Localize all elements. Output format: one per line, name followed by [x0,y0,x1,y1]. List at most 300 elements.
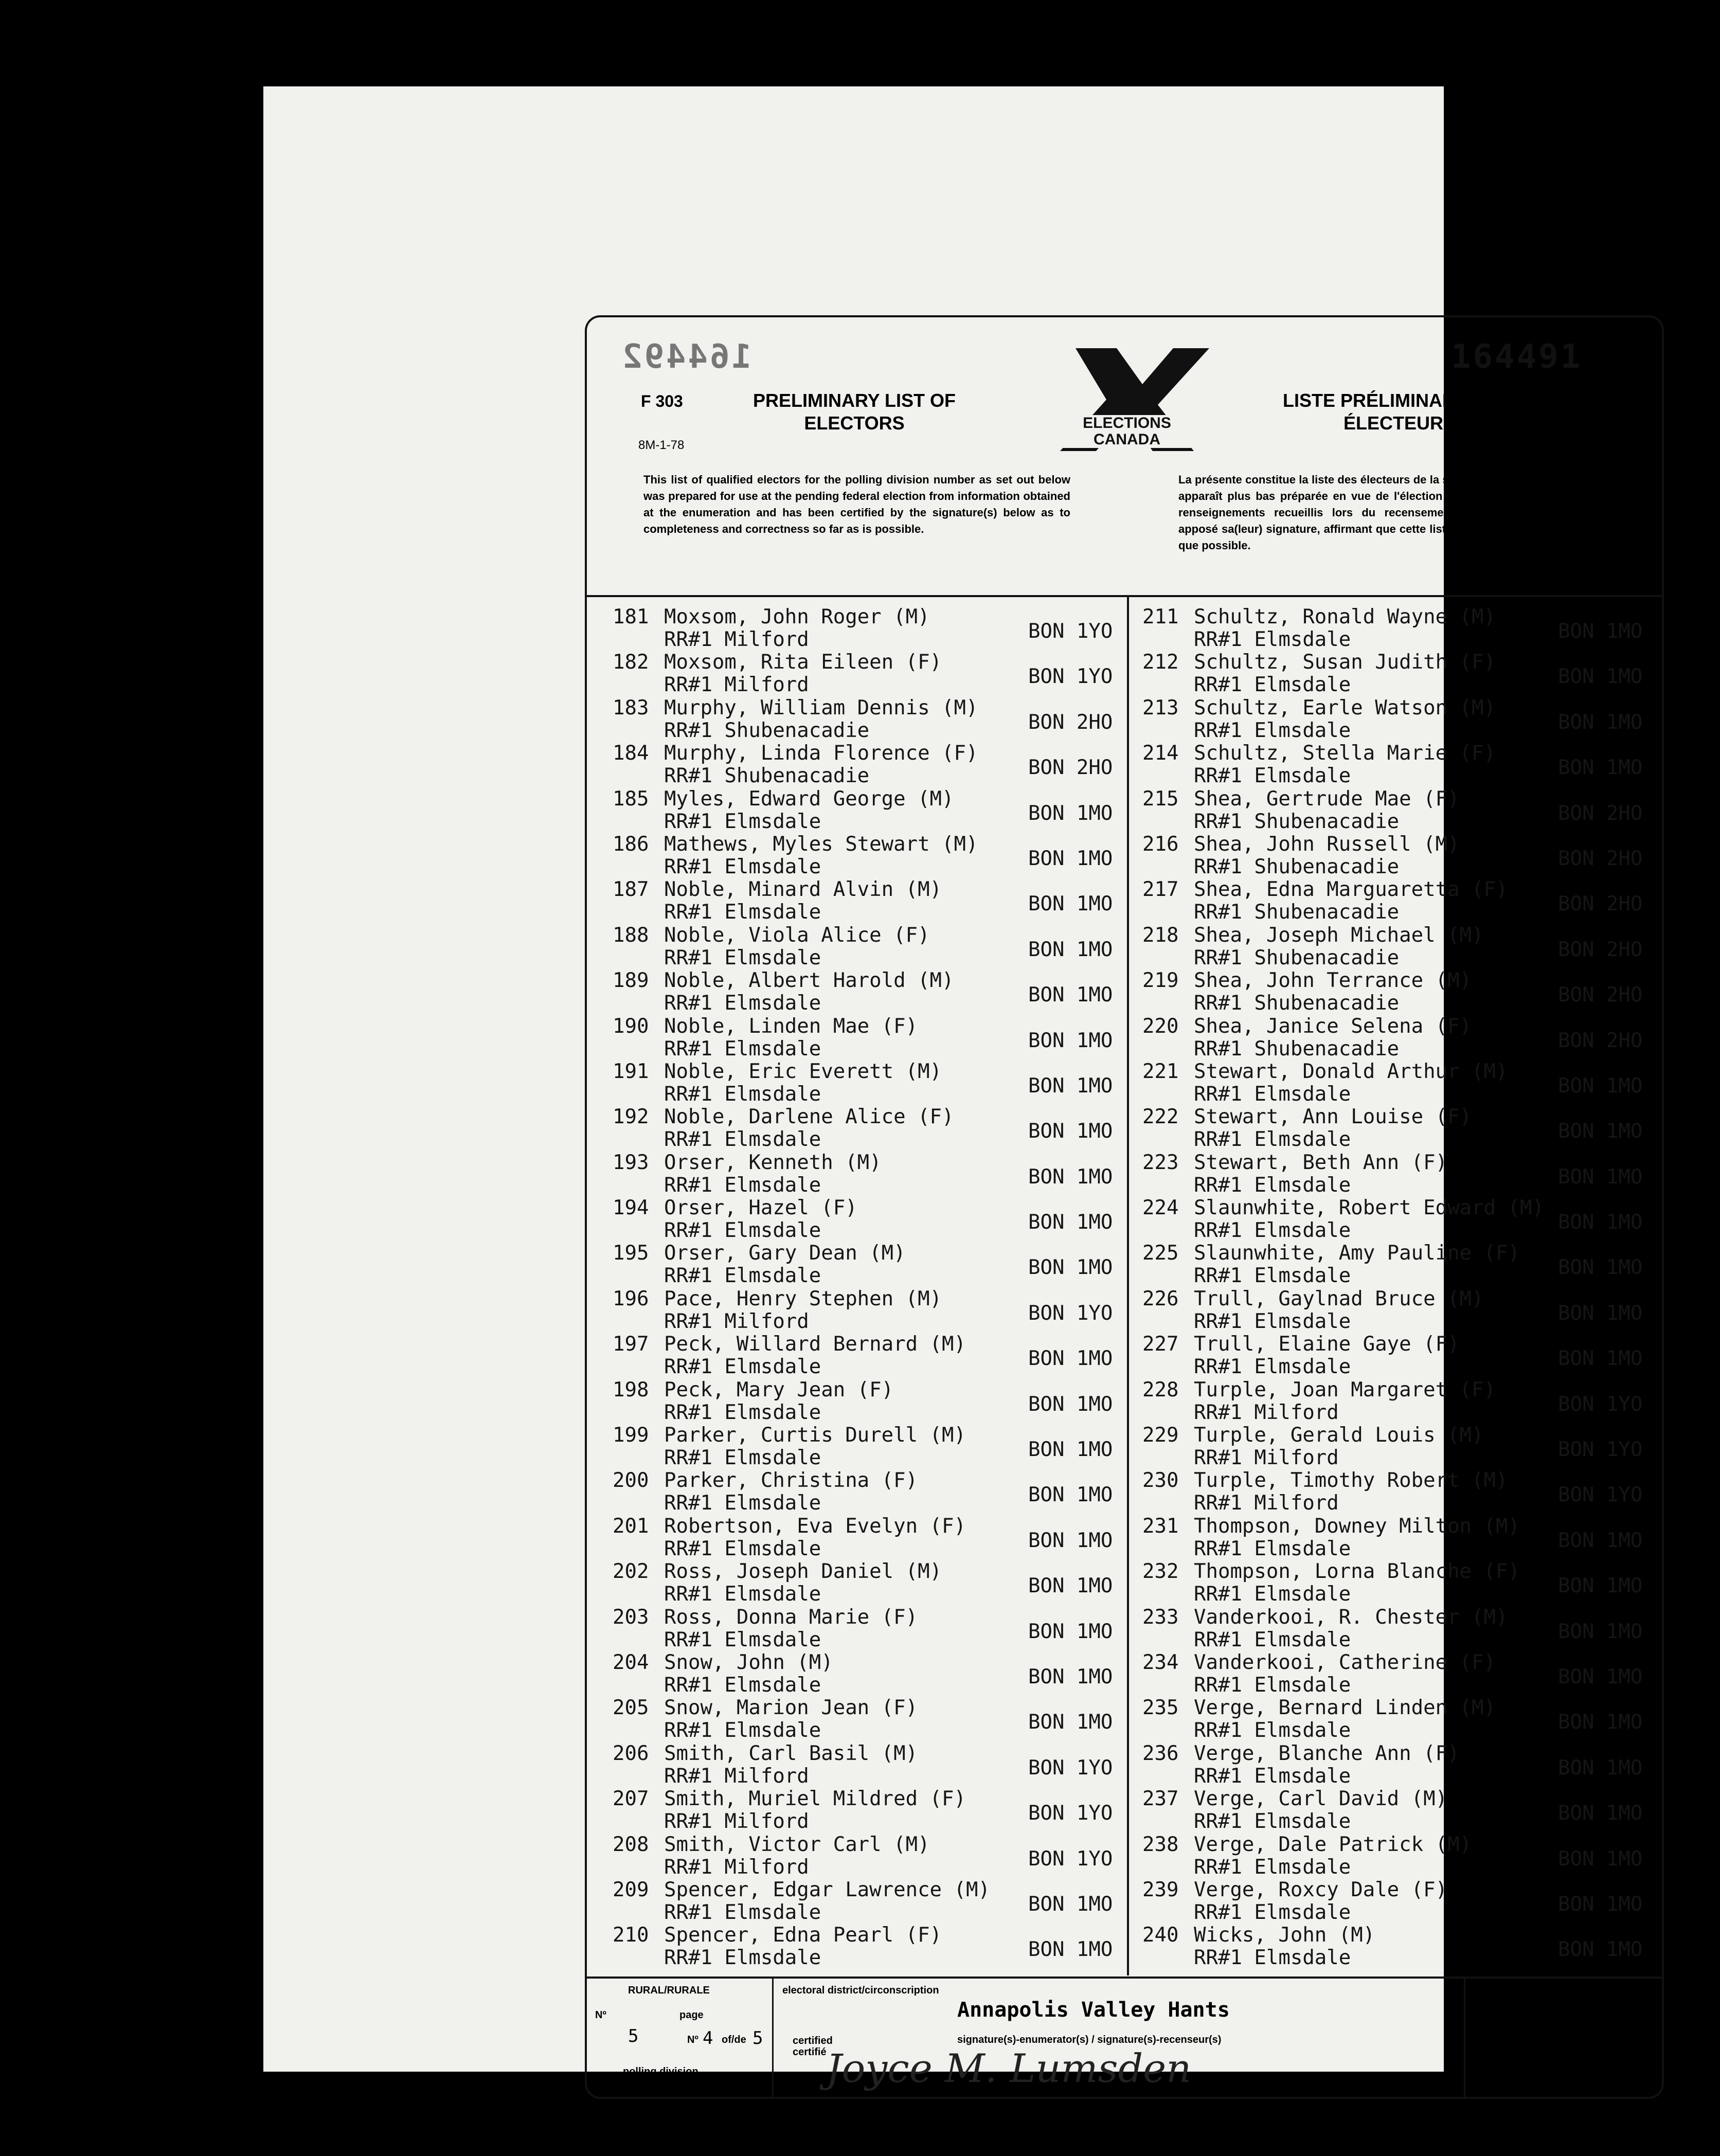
postal-code: BON 1MO [1028,1165,1113,1189]
elector-entry [1142,1015,1677,1060]
postal-code: BON 1MO [1028,1392,1113,1416]
elector-number: 201 [613,1514,649,1538]
elector-name: Slaunwhite, Amy Pauline (F) [1194,1242,1520,1265]
elector-name: Murphy, William Dennis (M) [664,696,978,720]
postal-code: BON 1MO [1028,1665,1113,1688]
elector-name: Spencer, Edna Pearl (F) [664,1924,942,1947]
postal-code: BON 1MO [1558,665,1643,689]
elector-name: Moxsom, John Roger (M) [664,605,930,628]
elector-address: RR#1 Elmsdale [664,1037,821,1061]
postal-code: BON 1MO [1558,1211,1643,1234]
postal-code: BON 1YO [1028,1301,1113,1325]
serial-number: 164491 [1451,338,1583,376]
urban-polling-division-label: polling division section de vote [1497,2066,1573,2089]
enumerator-signature: Joyce M. Lumsden [826,2045,1192,2091]
elector-entry [613,924,1148,969]
elector-name: Turple, Timothy Robert (M) [1194,1469,1508,1493]
elector-entry [1142,1515,1677,1560]
elector-entry [613,1242,1148,1287]
elector-address: RR#1 Elmsdale [664,1219,821,1243]
elector-entry [1142,651,1677,696]
elector-number: 237 [1142,1787,1179,1811]
elector-entry [613,787,1148,833]
elector-name: Robertson, Eva Evelyn (F) [664,1514,966,1538]
postal-code: BON 1MO [1028,801,1113,825]
elections-canada-logo [1040,343,1214,456]
elector-name: Schultz, Ronald Wayne (M) [1194,605,1496,628]
elector-address: RR#1 Elmsdale [664,946,821,969]
page-no-label: Nº [687,2034,698,2045]
elector-address: RR#1 Elmsdale [1194,1173,1351,1197]
elector-entry [613,969,1148,1014]
elector-number: 202 [613,1560,649,1584]
elector-address: RR#1 Elmsdale [1194,1764,1351,1788]
elector-number: 234 [1142,1650,1179,1674]
elector-entry [613,1651,1148,1696]
elector-number: 226 [1142,1287,1179,1310]
elector-entry [1142,1833,1677,1878]
elector-name: Thompson, Downey Milton (M) [1194,1514,1520,1538]
intro-french: La présente constitue la liste des électeurs de la section de vote dont le numéro apparaît plus bas préparée en vue de l'élection fédérale en cours d'après les renseignements recueillis lors du recensement. Le(s) recenseur(s) a(ont) apposé sa(leur) signature, affirmant que cette liste est aussi complète et exacte que possible. [1178,473,1610,552]
page-total: 5 [752,2028,763,2049]
elector-entry [613,1151,1148,1196]
urban-page-of-label: of/de [1610,2034,1635,2045]
elector-entry [613,1696,1148,1741]
postal-code: BON 1MO [1028,1892,1113,1916]
elector-entry [613,1424,1148,1469]
elector-address: RR#1 Milford [664,628,809,651]
postal-code: BON 1MO [1028,1211,1113,1234]
electors-column-left [613,605,1148,1973]
elector-number: 215 [1142,787,1179,811]
postal-code: BON 1MO [1028,1938,1113,1962]
postal-code: BON 1MO [1558,1802,1643,1825]
postal-code: BON 1MO [1558,1620,1643,1643]
elector-name: Turple, Gerald Louis (M) [1194,1424,1484,1447]
intro-english: This list of qualified electors for the polling division number as set out below was prepared for use at the pending federal election from information obtained at the enumeration and has been certified by the signature(s) below as to completeness and correctness so far as is possible. [643,473,1070,535]
elector-entry [613,1515,1148,1560]
elector-name: Verge, Carl David (M) [1194,1787,1448,1811]
postal-code: BON 2HO [1558,847,1643,870]
postal-code: BON 1MO [1028,1074,1113,1098]
postal-code: BON 1MO [1028,1620,1113,1643]
postal-code: BON 1MO [1558,1574,1643,1598]
page-number: 4 [703,2028,713,2049]
elector-entry [613,1924,1148,1969]
elector-address: RR#1 Elmsdale [1194,1082,1351,1106]
postal-code: BON 1MO [1558,620,1643,643]
elector-number: 181 [613,605,649,628]
elector-number: 186 [613,832,649,856]
elector-entry [613,1742,1148,1787]
postal-code: BON 1YO [1028,620,1113,643]
elector-number: 188 [613,923,649,947]
elector-entry [1142,924,1677,969]
postal-code: BON 1YO [1558,1392,1643,1416]
elector-entry [613,605,1148,651]
postal-code: BON 2HO [1558,892,1643,916]
elector-entry [1142,742,1677,787]
elector-number: 210 [613,1924,649,1947]
elector-address: RR#1 Milford [1194,1492,1339,1515]
document-paper [263,86,1643,2091]
elector-address: RR#1 Shubenacadie [1194,1037,1400,1061]
elector-name: Smith, Muriel Mildred (F) [664,1787,966,1811]
elector-number: 183 [613,696,649,720]
elector-name: Murphy, Linda Florence (F) [664,742,978,765]
signature-label: signature(s)-enumerator(s) / signature(s)-recenseur(s) [957,2034,1222,2045]
elector-name: Noble, Linden Mae (F) [664,1014,918,1038]
elector-number: 211 [1142,605,1179,628]
form-date: 8M-1-78 [638,438,685,452]
elector-address: RR#1 Milford [664,1764,809,1788]
elector-number: 219 [1142,969,1179,993]
postal-code: BON 1MO [1028,1483,1113,1507]
elector-address: RR#1 Shubenacadie [664,764,870,788]
postal-code: BON 1MO [1028,1256,1113,1280]
elector-entry [613,1560,1148,1605]
elector-name: Vanderkooi, Catherine (F) [1194,1650,1496,1674]
district-label: electoral district/circonscription [782,1985,939,1996]
elector-number: 214 [1142,742,1179,765]
elector-name: Stewart, Donald Arthur (M) [1194,1059,1508,1083]
certified-label: certified certifié [793,2035,833,2058]
elector-number: 187 [613,878,649,902]
elector-entry [1142,1878,1677,1924]
elector-name: Shea, Edna Marguaretta (F) [1194,878,1508,902]
elector-number: 199 [613,1424,649,1447]
postal-code: BON 1MO [1028,1120,1113,1143]
elector-name: Verge, Bernard Linden (M) [1194,1696,1496,1720]
urban-no-label: Nº [1472,2009,1483,2021]
elector-number: 224 [1142,1196,1179,1220]
elector-name: Orser, Hazel (F) [664,1196,857,1220]
elector-address: RR#1 Elmsdale [1194,673,1351,697]
elector-number: 193 [613,1151,649,1174]
elector-address: RR#1 Elmsdale [664,810,821,833]
elector-name: Shea, Gertrude Mae (F) [1194,787,1460,811]
elector-name: Peck, Mary Jean (F) [664,1378,894,1402]
elector-number: 200 [613,1469,649,1493]
elector-address: RR#1 Elmsdale [664,992,821,1015]
postal-code: BON 1MO [1028,1711,1113,1734]
elector-entry [1142,1287,1677,1333]
form-footer [587,1977,1662,2099]
elector-name: Orser, Kenneth (M) [664,1151,882,1174]
urban-label: URBAN/URBAINE [1502,1985,1589,1996]
elector-entry [1142,1105,1677,1151]
postal-code: BON 1MO [1028,1529,1113,1552]
elector-number: 236 [1142,1741,1179,1765]
postal-code: BON 1YO [1558,1438,1643,1462]
elector-address: RR#1 Elmsdale [1194,764,1351,788]
elector-number: 189 [613,969,649,993]
elector-address: RR#1 Elmsdale [664,1082,821,1106]
elector-number: 239 [1142,1878,1179,1901]
elector-number: 204 [613,1650,649,1674]
elector-entry [613,1196,1148,1242]
elector-name: Noble, Eric Everett (M) [664,1059,942,1083]
postal-code: BON 1MO [1558,1120,1643,1143]
elector-number: 194 [613,1196,649,1220]
elector-number: 233 [1142,1605,1179,1629]
postal-code: BON 2HO [1558,983,1643,1007]
elector-name: Schultz, Earle Watson (M) [1194,696,1496,720]
electors-list [587,597,1662,1975]
elector-name: Ross, Joseph Daniel (M) [664,1560,942,1584]
elector-number: 221 [1142,1059,1179,1083]
elector-name: Mathews, Myles Stewart (M) [664,832,978,856]
elector-name: Noble, Viola Alice (F) [664,923,930,947]
page-of-label: of/de [722,2034,746,2045]
elector-name: Orser, Gary Dean (M) [664,1242,906,1265]
postal-code: BON 2HO [1028,710,1113,734]
elector-entry [613,1105,1148,1151]
elector-number: 208 [613,1832,649,1856]
elector-number: 229 [1142,1424,1179,1447]
serial-number-mirrored: 164492 [620,338,752,376]
postal-code: BON 1MO [1028,1347,1113,1371]
elector-number: 235 [1142,1696,1179,1720]
electors-form [585,315,1664,2099]
postal-code: BON 1MO [1558,756,1643,780]
elector-name: Spencer, Edgar Lawrence (M) [664,1878,990,1901]
polling-division-label: polling division section de vote [623,2066,698,2089]
title-french: LISTE PRÉLIMINAIRE DES ÉLECTEURS [1282,390,1517,434]
elector-number: 217 [1142,878,1179,902]
elector-name: Slaunwhite, Robert Edward (M) [1194,1196,1544,1220]
elector-entry [1142,1787,1677,1832]
elector-address: RR#1 Shubenacadie [1194,810,1400,833]
elector-name: Snow, John (M) [664,1650,833,1674]
elector-address: RR#1 Milford [1194,1400,1339,1424]
postal-code: BON 1MO [1028,938,1113,961]
polling-division-number: 5 [628,2026,639,2046]
postal-code: BON 1MO [1558,1165,1643,1189]
elector-address: RR#1 Milford [664,1855,809,1879]
elector-address: RR#1 Elmsdale [1194,1583,1351,1606]
elector-name: Myles, Edward George (M) [664,787,954,811]
postal-code: BON 1MO [1558,1301,1643,1325]
elector-address: RR#1 Elmsdale [1194,628,1351,651]
postal-code: BON 1MO [1558,710,1643,734]
elector-entry [613,878,1148,923]
elector-entry [1142,969,1677,1014]
elector-name: Verge, Blanche Ann (F) [1194,1741,1460,1765]
elector-entry [1142,1469,1677,1514]
elector-entry [613,1878,1148,1924]
elector-entry [613,1787,1148,1832]
district-value: Annapolis Valley Hants [957,1998,1230,2022]
elector-name: Trull, Gaylnad Bruce (M) [1194,1287,1484,1310]
elector-name: Smith, Victor Carl (M) [664,1832,930,1856]
elector-number: 206 [613,1741,649,1765]
rural-no-label: Nº [595,2009,606,2021]
elector-number: 209 [613,1878,649,1901]
elector-entry [1142,833,1677,878]
elector-name: Stewart, Beth Ann (F) [1194,1151,1448,1174]
column-divider [1127,597,1129,1975]
elector-entry [613,696,1148,742]
postal-code: BON 1YO [1028,665,1113,689]
elector-number: 207 [613,1787,649,1811]
elector-entry [613,651,1148,696]
elector-entry [1142,1696,1677,1741]
elector-number: 212 [1142,651,1179,674]
elector-name: Verge, Dale Patrick (M) [1194,1832,1472,1856]
postal-code: BON 1MO [1558,1756,1643,1780]
rural-label: RURAL/RURALE [628,1985,710,1996]
elector-entry [613,1378,1148,1424]
postal-code: BON 1MO [1558,1256,1643,1280]
elector-name: Smith, Carl Basil (M) [664,1741,918,1765]
elector-name: Shea, John Russell (M) [1194,832,1460,856]
postal-code: BON 1MO [1558,1892,1643,1916]
urban-page-no-label: Nº [1564,2034,1575,2045]
elector-number: 216 [1142,832,1179,856]
elector-entry [613,742,1148,787]
elector-address: RR#1 Milford [664,673,809,697]
elector-address: RR#1 Shubenacadie [1194,901,1400,924]
elector-name: Noble, Darlene Alice (F) [664,1105,954,1129]
elector-address: RR#1 Elmsdale [664,1628,821,1651]
elector-entry [613,1606,1148,1651]
elector-address: RR#1 Elmsdale [1194,1900,1351,1924]
elector-name: Ross, Donna Marie (F) [664,1605,918,1629]
postal-code: BON 1MO [1028,1029,1113,1052]
elector-address: RR#1 Elmsdale [664,1446,821,1470]
elector-name: Schultz, Stella Marie (F) [1194,742,1496,765]
elector-address: RR#1 Elmsdale [1194,718,1351,742]
elector-address: RR#1 Elmsdale [664,1264,821,1288]
elector-entry [613,1469,1148,1514]
elector-address: RR#1 Elmsdale [1194,1855,1351,1879]
postal-code: BON 1MO [1558,1711,1643,1734]
elector-address: RR#1 Elmsdale [664,1900,821,1924]
elector-name: Schultz, Susan Judith (F) [1194,651,1496,674]
elector-name: Peck, Willard Bernard (M) [664,1333,966,1356]
elector-number: 197 [613,1333,649,1356]
elector-address: RR#1 Elmsdale [664,901,821,924]
elector-address: RR#1 Elmsdale [1194,1128,1351,1152]
elector-entry [613,1060,1148,1105]
postal-code: BON 1MO [1028,1574,1113,1598]
elector-number: 225 [1142,1242,1179,1265]
postal-code: BON 1MO [1028,892,1113,916]
elector-address: RR#1 Shubenacadie [664,718,870,742]
postal-code: BON 1MO [1558,1938,1643,1962]
elector-name: Verge, Roxcy Dale (F) [1194,1878,1448,1901]
elector-number: 231 [1142,1514,1179,1538]
elector-number: 230 [1142,1469,1179,1493]
elector-entry [1142,787,1677,833]
elector-address: RR#1 Elmsdale [1194,1309,1351,1333]
postal-code: BON 1MO [1558,1665,1643,1688]
elector-number: 195 [613,1242,649,1265]
elector-address: RR#1 Elmsdale [664,1946,821,1970]
title-english: PRELIMINARY LIST OF ELECTORS [752,390,956,434]
elector-entry [1142,1333,1677,1378]
postal-code: BON 1YO [1028,1847,1113,1871]
elector-name: Parker, Curtis Durell (M) [664,1424,966,1447]
elector-name: Shea, Janice Selena (F) [1194,1014,1472,1038]
elector-name: Thompson, Lorna Blanche (F) [1194,1560,1520,1584]
elector-address: RR#1 Shubenacadie [1194,992,1400,1015]
form-code: F 303 [641,392,683,410]
postal-code: BON 1YO [1558,1483,1643,1507]
elector-entry [613,1015,1148,1060]
elector-number: 218 [1142,923,1179,947]
elector-name: Trull, Elaine Gaye (F) [1194,1333,1460,1356]
elector-address: RR#1 Elmsdale [1194,1219,1351,1243]
postal-code: BON 1MO [1558,1847,1643,1871]
elector-name: Parker, Christina (F) [664,1469,918,1493]
postal-code: BON 1MO [1028,847,1113,870]
elector-name: Pace, Henry Stephen (M) [664,1287,942,1310]
elector-number: 238 [1142,1832,1179,1856]
elector-entry [1142,1742,1677,1787]
elector-number: 182 [613,651,649,674]
elector-address: RR#1 Elmsdale [664,855,821,878]
elector-address: RR#1 Elmsdale [664,1537,821,1560]
elector-name: Stewart, Ann Louise (F) [1194,1105,1472,1129]
elector-entry [613,1287,1148,1333]
elector-number: 190 [613,1014,649,1038]
elector-name: Vanderkooi, R. Chester (M) [1194,1605,1508,1629]
urban-page-label: page [1590,2009,1614,2021]
elector-number: 232 [1142,1560,1179,1584]
elector-address: RR#1 Shubenacadie [1194,946,1400,969]
elector-entry [1142,1924,1677,1969]
postal-code: BON 1MO [1558,1529,1643,1552]
elector-address: RR#1 Elmsdale [664,1355,821,1379]
elector-number: 192 [613,1105,649,1129]
elector-entry [1142,1651,1677,1696]
elector-address: RR#1 Elmsdale [664,1673,821,1697]
elector-number: 198 [613,1378,649,1402]
elector-number: 191 [613,1059,649,1083]
elector-entry [613,1833,1148,1878]
postal-code: BON 2HO [1028,756,1113,780]
elector-address: RR#1 Elmsdale [1194,1264,1351,1288]
elector-number: 213 [1142,696,1179,720]
elector-entry [1142,696,1677,742]
elector-name: Snow, Marion Jean (F) [664,1696,918,1720]
elector-name: Shea, Joseph Michael (M) [1194,923,1484,947]
elector-address: RR#1 Elmsdale [1194,1673,1351,1697]
elector-name: Noble, Minard Alvin (M) [664,878,942,902]
postal-code: BON 1YO [1028,1756,1113,1780]
elector-name: Turple, Joan Margaret (F) [1194,1378,1496,1402]
postal-code: BON 2HO [1558,1029,1643,1052]
elector-number: 240 [1142,1924,1179,1947]
elector-address: RR#1 Elmsdale [1194,1810,1351,1834]
elector-entry [1142,1196,1677,1242]
elector-number: 185 [613,787,649,811]
elector-number: 220 [1142,1014,1179,1038]
elector-number: 205 [613,1696,649,1720]
elector-address: RR#1 Elmsdale [1194,1946,1351,1970]
elector-address: RR#1 Elmsdale [664,1128,821,1152]
elector-entry [1142,878,1677,923]
elector-address: RR#1 Milford [664,1309,809,1333]
elector-address: RR#1 Milford [664,1810,809,1834]
elector-number: 184 [613,742,649,765]
postal-code: BON 2HO [1558,801,1643,825]
elector-entry [613,833,1148,878]
elector-entry [1142,605,1677,651]
postal-code: BON 1MO [1558,1074,1643,1098]
